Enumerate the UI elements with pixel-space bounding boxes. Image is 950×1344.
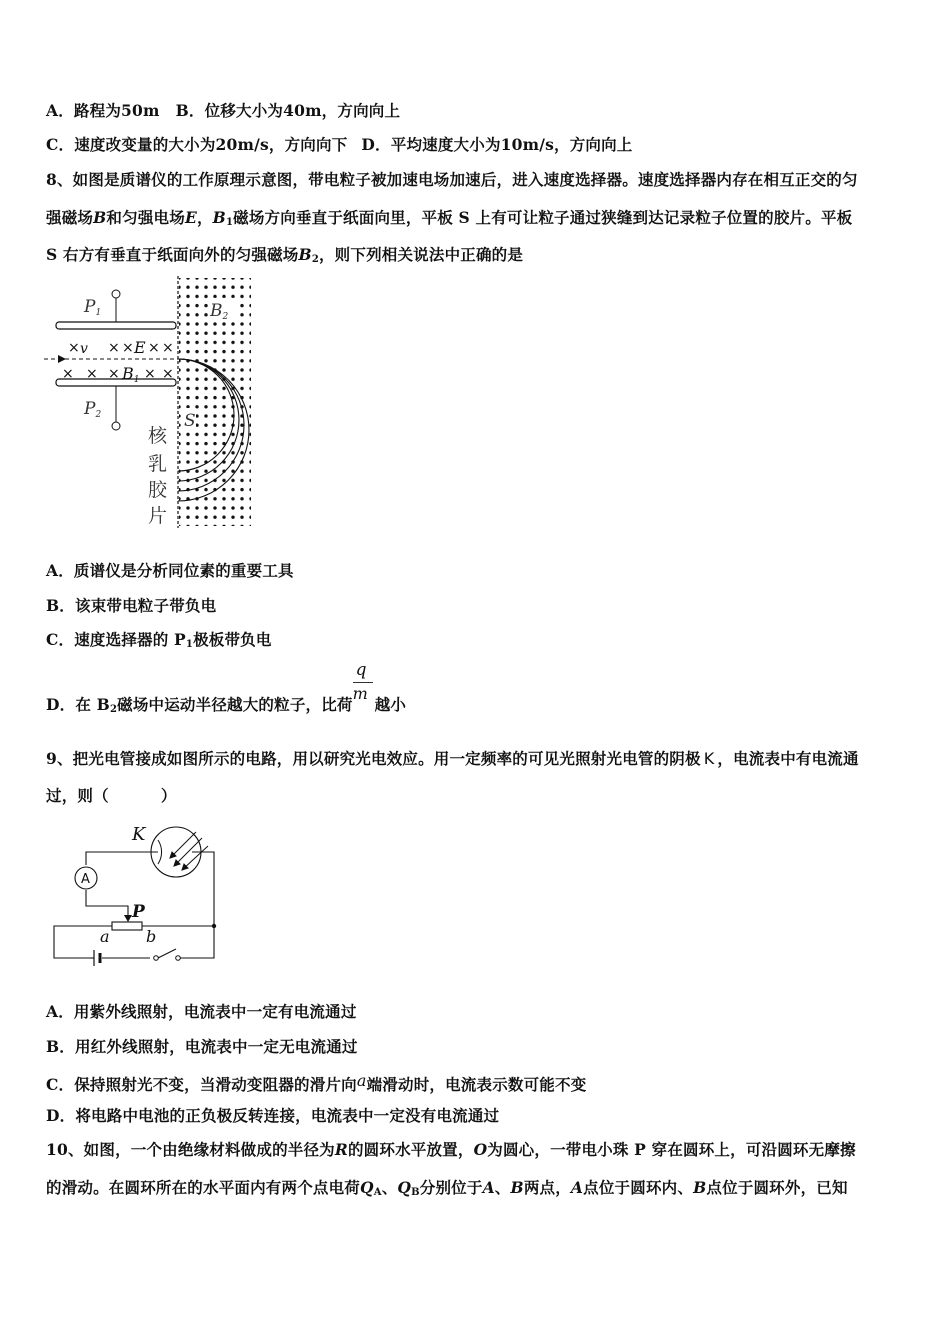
svg-text:×: × bbox=[62, 366, 74, 382]
q8-option-d-text: 磁场中运动半径越大的粒子，比荷 bbox=[117, 695, 353, 714]
svg-text:×: × bbox=[148, 340, 160, 356]
q10-text: 点位于圆环外，已知 bbox=[706, 1178, 848, 1197]
q9-text: ，电流表中有电流通 bbox=[717, 749, 859, 768]
film-char: 乳 bbox=[148, 453, 168, 475]
q10-symbol-A: A bbox=[570, 1178, 584, 1197]
label-p2: P2 bbox=[84, 399, 102, 420]
film-char: 片 bbox=[148, 505, 168, 527]
q10-text: 的滑动。在圆环所在的水平面内有两个点电荷 bbox=[46, 1178, 361, 1197]
q8-subscript: 1 bbox=[225, 217, 234, 228]
q9-option-b: B．用红外线照射，电流表中一定无电流通过 bbox=[46, 1037, 358, 1056]
svg-text:S: S bbox=[184, 411, 196, 431]
q8-text: 和匀强电场 bbox=[106, 208, 185, 227]
q8-option-c-text: C．速度选择器的 P bbox=[46, 630, 186, 649]
q8-option-d-text: 越小 bbox=[374, 695, 407, 714]
svg-text:B2: B2 bbox=[210, 301, 229, 322]
label-p: P bbox=[132, 902, 145, 922]
label-b1: B1 bbox=[122, 364, 140, 385]
q10-text: 点位于圆环内、 bbox=[583, 1178, 694, 1197]
b1-field-marks bbox=[62, 340, 174, 382]
q8-option-d-subscript: 2 bbox=[109, 704, 118, 715]
q10-symbol-B: B bbox=[693, 1178, 707, 1197]
q10-symbol-R: R bbox=[334, 1140, 348, 1159]
q10-text: 10、如图，一个由绝缘材料做成的半径为 bbox=[46, 1140, 335, 1159]
mass-spectrometer-figure bbox=[40, 274, 270, 532]
q10-symbol-B: B bbox=[510, 1178, 524, 1197]
svg-text:×: × bbox=[68, 340, 80, 356]
q8-symbol-E: E bbox=[184, 208, 197, 227]
terminal-p2 bbox=[112, 422, 120, 430]
q10-symbol-O: O bbox=[473, 1140, 488, 1159]
film-label bbox=[148, 425, 168, 527]
q9-option-c-text: 端滑动时，电流表示数可能不变 bbox=[366, 1075, 587, 1094]
fraction-denominator: m bbox=[352, 684, 369, 703]
svg-text:×: × bbox=[86, 366, 98, 382]
label-p1: P1 bbox=[84, 297, 102, 318]
q9-symbol-K: K bbox=[703, 749, 715, 768]
q10-text: 分别位于 bbox=[419, 1178, 483, 1197]
q9-option-a: A．用紫外线照射，电流表中一定有电流通过 bbox=[46, 1002, 357, 1021]
q8-option-d-text: D．在 B bbox=[46, 695, 110, 714]
junction-dot bbox=[212, 924, 216, 928]
wire bbox=[201, 852, 214, 926]
label-ammeter: A bbox=[81, 872, 90, 887]
q8-symbol-B1: B bbox=[212, 208, 226, 227]
q10-text: 、 bbox=[494, 1178, 511, 1197]
q8-option-d bbox=[46, 660, 407, 720]
switch-lever bbox=[158, 949, 176, 958]
slider-arrow-icon bbox=[124, 915, 132, 922]
q8-option-b: B．该束带电粒子带负电 bbox=[46, 596, 217, 615]
svg-text:×: × bbox=[108, 366, 120, 382]
q8-stem-line2 bbox=[46, 208, 852, 233]
wire bbox=[86, 852, 151, 865]
q8-option-c bbox=[46, 630, 272, 655]
svg-text:×: × bbox=[108, 340, 120, 356]
q10-subscript: A bbox=[373, 1187, 382, 1198]
q10-text: 两点， bbox=[523, 1178, 571, 1197]
fraction-numerator: q bbox=[355, 660, 367, 680]
label-a: a bbox=[100, 927, 110, 946]
q8-option-c-subscript: 1 bbox=[185, 639, 194, 650]
svg-text:×: × bbox=[122, 340, 134, 356]
q8-text: ， bbox=[196, 208, 213, 227]
q10-text: 的圆环水平放置， bbox=[347, 1140, 474, 1159]
fraction-bar bbox=[353, 682, 373, 683]
film-char: 胶 bbox=[148, 479, 168, 501]
prev-option-a: A．路程为50m bbox=[46, 101, 160, 120]
prev-option-b: B．位移大小为40m，方向向上 bbox=[175, 101, 401, 120]
label-b: b bbox=[146, 927, 157, 946]
q10-stem-line2 bbox=[46, 1178, 848, 1203]
q8-text: ，则下列相关说法中正确的是 bbox=[318, 245, 524, 264]
plate-p1 bbox=[56, 322, 176, 329]
svg-text:×: × bbox=[162, 366, 174, 382]
q10-symbol-QA: Q bbox=[360, 1178, 374, 1197]
label-v: v bbox=[80, 341, 88, 357]
q9-stem-line2 bbox=[46, 786, 177, 806]
switch-contact bbox=[154, 956, 159, 961]
label-k: K bbox=[132, 824, 146, 845]
switch-contact bbox=[176, 956, 181, 961]
q9-text: ） bbox=[160, 786, 177, 805]
q10-symbol-QB: Q bbox=[397, 1178, 412, 1197]
q9-stem-line1 bbox=[46, 749, 859, 769]
q9-option-d: D．将电路中电池的正负极反转连接，电流表中一定没有电流通过 bbox=[46, 1106, 500, 1125]
q10-text: 为圆心，一带电小珠 P 穿在圆环上，可沿圆环无摩擦 bbox=[487, 1140, 856, 1159]
q8-option-c-text: 极板带负电 bbox=[193, 630, 272, 649]
q8-stem-line3 bbox=[46, 245, 523, 270]
terminal-p1 bbox=[112, 290, 120, 298]
prev-option-c: C．速度改变量的大小为20m/s，方向向下 bbox=[46, 135, 348, 154]
q9-option-c bbox=[46, 1071, 586, 1095]
charge-mass-fraction bbox=[352, 660, 375, 710]
q9-text: 9、把光电管接成如图所示的电路，用以研究光电效应。用一定频率的可见光照射光电管的阴极 bbox=[46, 749, 701, 768]
q10-symbol-A: A bbox=[482, 1178, 495, 1197]
photoelectric-circuit-figure bbox=[46, 818, 226, 978]
q10-text: 、 bbox=[381, 1178, 398, 1197]
label-s bbox=[182, 408, 196, 431]
svg-text:×: × bbox=[144, 366, 156, 382]
rheostat bbox=[112, 922, 142, 930]
beam-arrow-icon bbox=[58, 355, 66, 363]
q9-text: 过，则（ bbox=[46, 786, 109, 805]
prev-option-cd-row bbox=[46, 135, 633, 155]
q9-option-c-text: C．保持照射光不变，当滑动变阻器的滑片向 bbox=[46, 1075, 357, 1094]
q10-subscript: B bbox=[411, 1187, 420, 1198]
q8-text: 磁场方向垂直于纸面向里，平板 S 上有可让粒子通过狭缝到达记录粒子位置的胶片。平板 bbox=[233, 208, 853, 227]
q8-option-a: A．质谱仪是分析同位素的重要工具 bbox=[46, 561, 294, 580]
q8-symbol-B2: B bbox=[298, 245, 312, 264]
wire bbox=[86, 890, 128, 918]
q10-stem-line1 bbox=[46, 1140, 856, 1160]
q8-symbol-B: B bbox=[93, 208, 107, 227]
svg-text:×: × bbox=[162, 340, 174, 356]
q8-subscript: 2 bbox=[311, 254, 319, 265]
q8-text: 强磁场 bbox=[46, 208, 94, 227]
q8-text: S 右方有垂直于纸面向外的匀强磁场 bbox=[46, 245, 299, 264]
q8-stem-line1: 8、如图是质谱仪的工作原理示意图，带电粒子被加速电场加速后，进入速度选择器。速度选择器内存在相互正交的匀 bbox=[46, 170, 858, 189]
prev-option-d: D．平均速度大小为10m/s，方向向上 bbox=[361, 135, 633, 154]
q9-option-c-symbol-a: a bbox=[356, 1071, 367, 1090]
label-e: E bbox=[134, 338, 146, 357]
label-b2 bbox=[208, 298, 236, 322]
prev-option-ab-row bbox=[46, 101, 400, 121]
film-char: 核 bbox=[148, 425, 168, 447]
